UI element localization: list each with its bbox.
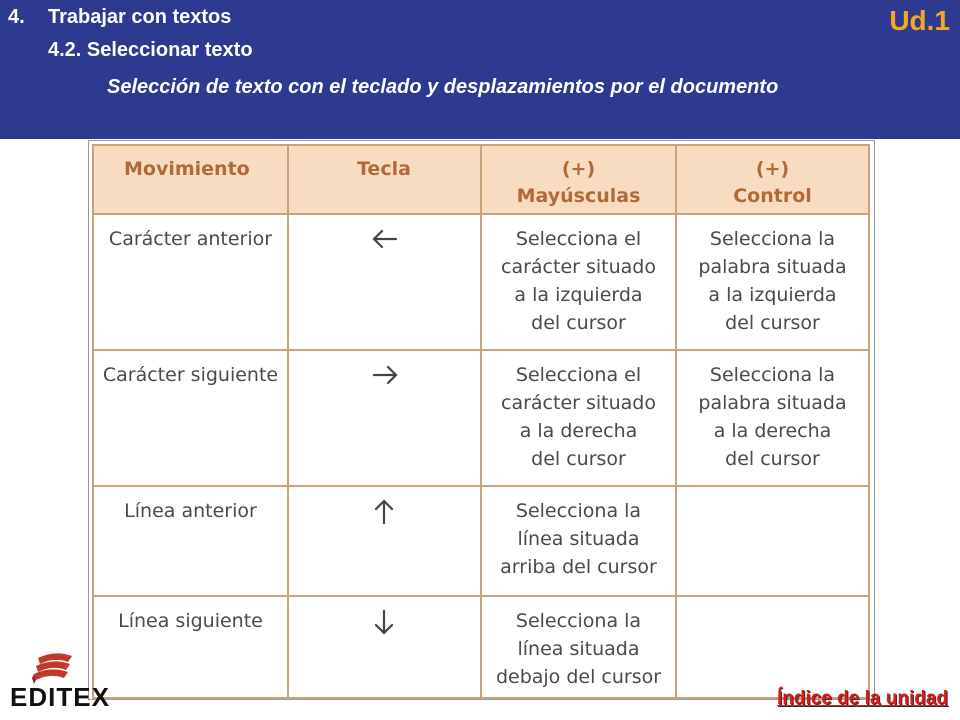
cell-line: del cursor [725,312,820,334]
header-mayusculas-line1: (+) [561,158,596,180]
cell-line: Selecciona la [515,610,642,632]
topic-title: Selección de texto con el teclado y desplazamientos por el documento [107,76,779,98]
cell-line: Selecciona la [709,364,836,386]
cell-line: carácter situado [501,256,656,278]
cell-line: carácter situado [501,392,656,414]
cell-line: línea situada [517,638,640,660]
section-number: 4. [8,6,25,28]
mayusculas-cell [481,486,676,596]
header-mayusculas [481,145,676,214]
header-mayusculas-line2: Mayúsculas [516,185,641,207]
control-cell [676,214,869,350]
cell-line: a la izquierda [708,284,837,306]
control-cell [676,486,869,596]
up-arrow-icon [368,497,402,527]
mayusculas-cell [481,350,676,486]
header-tecla: Tecla [288,145,481,214]
cell-line: Selecciona la [515,500,642,522]
table-row [93,214,869,350]
cell-line: Selecciona el [515,228,642,250]
movimiento-cell [93,350,288,486]
right-arrow-icon [368,361,402,391]
book-stack-icon [32,653,72,684]
down-arrow-icon [368,607,402,637]
header-control-line1: (+) [755,158,790,180]
cell-line: línea situada [517,528,640,550]
unit-label: Ud.1 [889,5,950,36]
tecla-cell [288,596,481,698]
movimiento-label: Carácter siguiente [102,364,279,386]
left-arrow-icon [368,225,402,255]
movimiento-cell [93,486,288,596]
header-control [676,145,869,214]
header-band [0,0,960,139]
table-header-row [93,145,869,214]
tecla-cell [288,486,481,596]
shortcut-table-frame [88,140,875,700]
unit-index-link[interactable]: Índice de la unidad [776,688,948,709]
cell-line: del cursor [725,448,820,470]
cell-line: palabra situada [698,392,847,414]
shortcut-table [92,144,870,699]
tecla-cell [288,350,481,486]
control-cell [676,350,869,486]
cell-line: del cursor [531,448,626,470]
mayusculas-cell [481,214,676,350]
table-row [93,350,869,486]
cell-line: del cursor [531,312,626,334]
section-title: Trabajar con textos [48,6,232,28]
movimiento-label: Línea anterior [124,500,257,522]
cell-line: palabra situada [698,256,847,278]
cell-line: Selecciona el [515,364,642,386]
cell-line: a la izquierda [514,284,643,306]
movimiento-cell [93,596,288,698]
control-cell [676,596,869,698]
header-control-line2: Control [733,185,812,207]
header-movimiento: Movimiento [93,145,288,214]
mayusculas-cell [481,596,676,698]
tecla-cell [288,214,481,350]
editex-logo-text: EDITEX [10,682,110,712]
cell-line: a la derecha [519,420,638,442]
table-row [93,596,869,698]
cell-line: arriba del cursor [500,556,657,578]
subsection-title: 4.2. Seleccionar texto [48,39,253,61]
movimiento-label: Línea siguiente [118,610,263,632]
movimiento-cell [93,214,288,350]
cell-line: a la derecha [713,420,832,442]
movimiento-label: Carácter anterior [108,228,273,250]
cell-line: debajo del cursor [495,666,662,688]
cell-line: Selecciona la [709,228,836,250]
table-row [93,486,869,596]
